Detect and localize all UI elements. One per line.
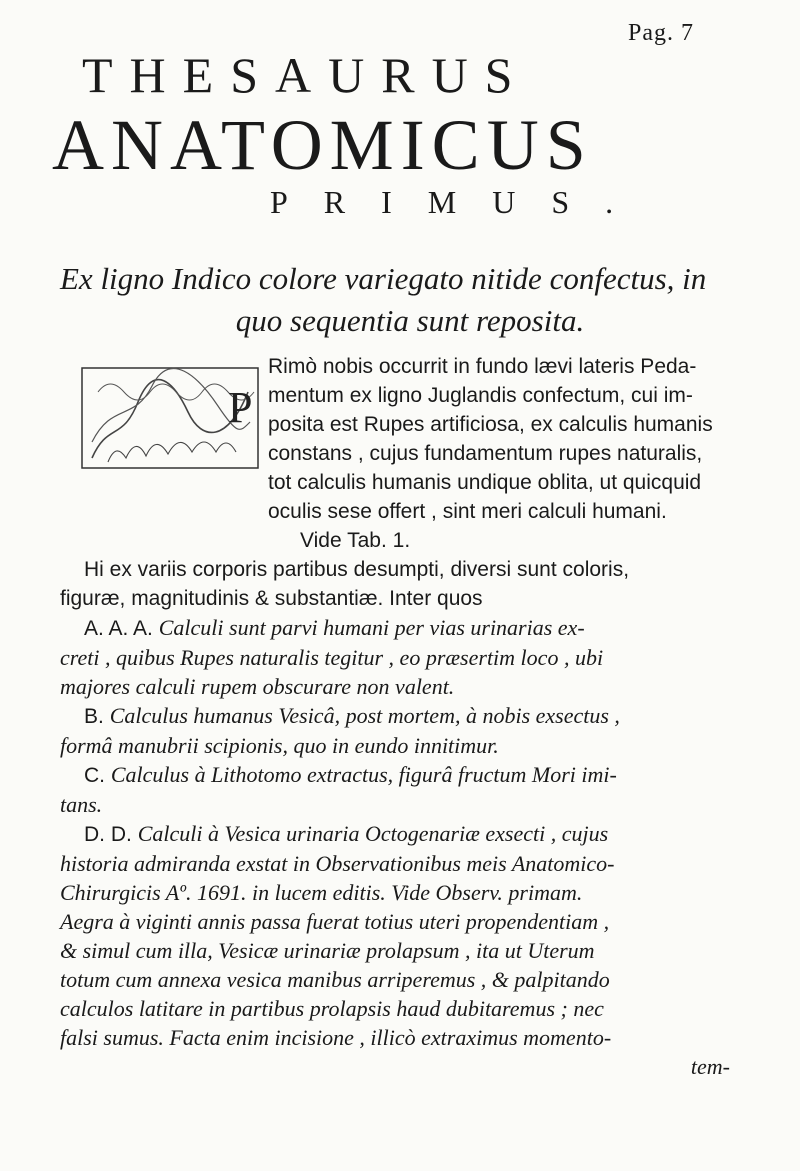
title-line-2: ANATOMICUS [52, 105, 593, 185]
item-b-first-line [60, 701, 750, 731]
paragraph-2-line: figuræ, magnitudinis & substantiæ. Inter quos [60, 587, 483, 610]
paragraph-1-line: Rimò nobis occurrit in fundo lævi lateris Peda- [268, 355, 697, 378]
subtitle-line-2: quo sequentia sunt reposita. [235, 303, 585, 338]
section-subtitle [60, 258, 760, 342]
page-number: Pag. 7 [628, 20, 694, 46]
item-c-line: tans. [60, 792, 103, 817]
item-a-line: majores calculi rupem obscurare non valent. [60, 674, 455, 699]
paragraph-1-line: posita est Rupes artificiosa, ex calculis humanis [268, 413, 713, 436]
item-d-first-line [60, 819, 750, 849]
item-b-text: Calculus humanus Vesicâ, post mortem, à nobis exsectus , [109, 703, 620, 728]
paragraph-2-line: Hi ex variis corporis partibus desumpti, diversi sunt coloris, [84, 558, 630, 581]
item-d-line: & simul cum illa, Vesicæ urinariæ prolapsum , ita ut Uterum [60, 938, 595, 963]
item-b-line: formâ manubrii scipionis, quo in eundo innitimur. [60, 733, 499, 758]
paragraph-1-line: constans , cujus fundamentum rupes naturalis, [268, 442, 703, 465]
item-d-line: Chirurgicis Aº. 1691. in lucem editis. Vide Observ. primam. [60, 880, 583, 905]
item-d-line: historia admiranda exstat in Observationibus meis Anatomico- [60, 851, 615, 876]
item-c-label: C. [84, 764, 105, 787]
paragraph-1-line: mentum ex ligno Juglandis confectum, cui im- [268, 384, 693, 407]
item-a-line: creti , quibus Rupes naturalis tegitur , eo præsertim loco , ubi [60, 645, 604, 670]
item-d-line: Aegra à viginti annis passa fuerat totius uteri propendentiam , [60, 909, 610, 934]
item-b-label: B. [84, 705, 104, 728]
item-d-line: totum cum annexa vesica manibus arriperemus , & palpitando [60, 967, 610, 992]
item-c-first-line [60, 760, 750, 790]
paragraph-1-line: tot calculis humanis undique oblita, ut quicquid [268, 471, 702, 494]
item-a-first-line [60, 613, 750, 643]
body-text [60, 352, 750, 1081]
item-c-text: Calculus à Lithotomo extractus, figurâ fructum Mori imi- [110, 762, 617, 787]
item-a-text: Calculi sunt parvi humani per vias urinarias ex- [158, 615, 585, 640]
subtitle-line-1: Ex ligno Indico colore variegato nitide confectus, in [60, 261, 707, 296]
title-line-1: THESAURUS [82, 47, 530, 103]
item-d-line: falsi sumus. Facta enim incisione , illicò extraximus momento- [60, 1025, 612, 1050]
vide-reference: Vide Tab. 1. [300, 529, 411, 552]
svg-text:P: P [228, 383, 253, 432]
item-d-text: Calculi à Vesica urinaria Octogenariæ exsecti , cujus [137, 821, 609, 846]
item-d-label: D. D. [84, 823, 132, 846]
paragraph-1 [60, 352, 750, 526]
item-d-line: calculos latitare in partibus prolapsis haud dubitaremus ; nec [60, 996, 604, 1021]
title-line-3: PRIMUS. [270, 184, 650, 220]
item-a-label: A. A. A. [84, 617, 153, 640]
paragraph-1-line: oculis sese offert , sint meri calculi humani. [268, 500, 667, 523]
catchword: tem- [690, 1054, 730, 1079]
